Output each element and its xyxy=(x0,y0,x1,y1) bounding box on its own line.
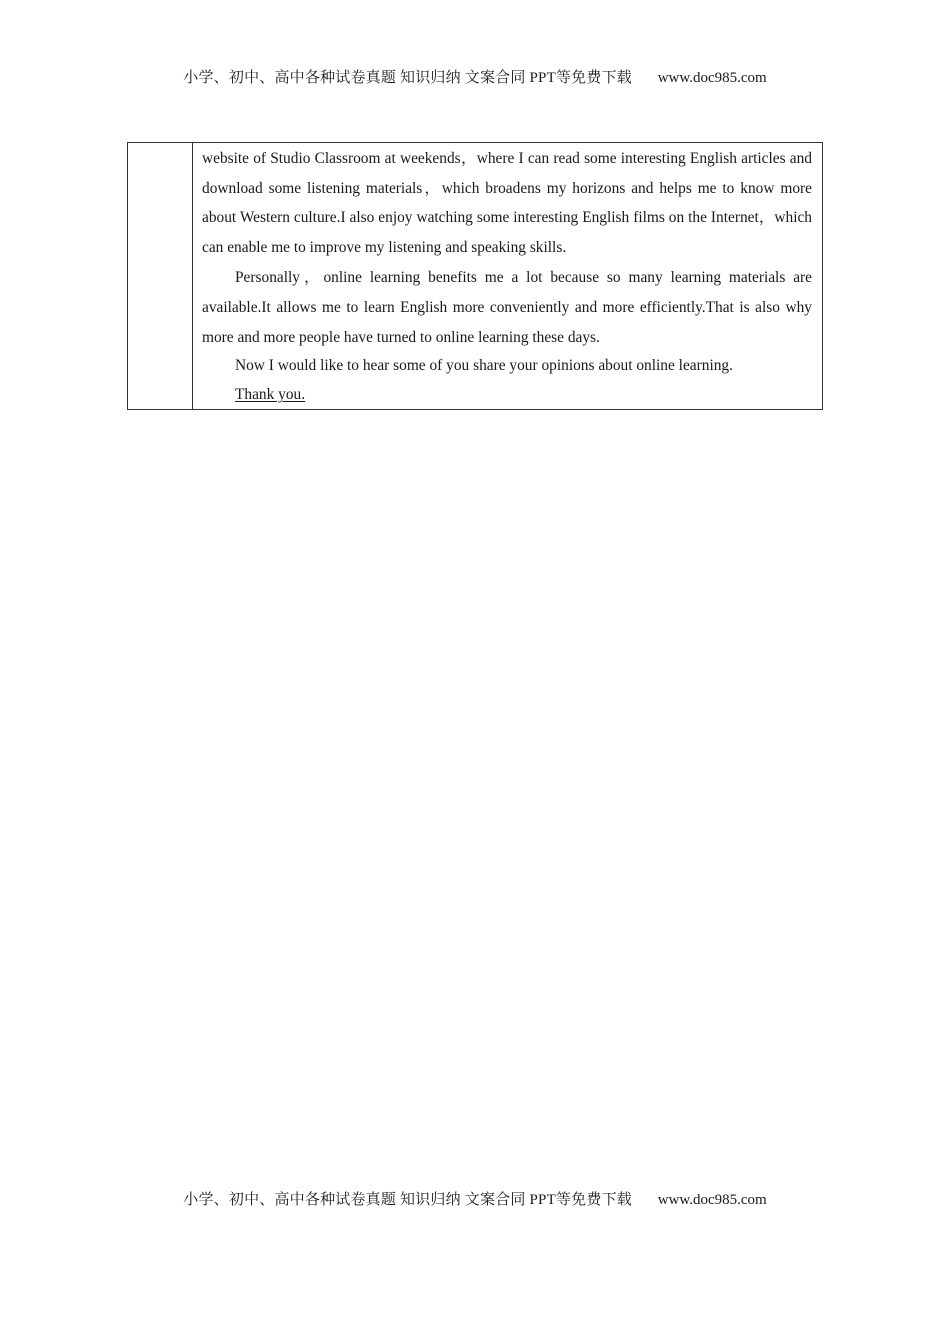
paragraph-3: Now I would like to hear some of you share your opinions about online learning. xyxy=(235,357,733,375)
page-footer xyxy=(0,1190,950,1210)
page-header xyxy=(0,68,950,88)
text-cell xyxy=(193,143,823,410)
table-row xyxy=(128,143,823,410)
content-table xyxy=(127,142,823,410)
header-url: www.doc985.com xyxy=(657,70,767,86)
footer-text: 小学、初中、高中各种试卷真题 知识归纳 文案合同 PPT等免费下载 xyxy=(183,1192,632,1208)
footer-url: www.doc985.com xyxy=(657,1192,767,1208)
paragraph-1: website of Studio Classroom at weekends，where I can read some interesting English articles and download some listening materials，which broadens my horizons and helps me to know more about Western culture.I also enjoy watching some interesting English films on the Internet，which can enable me to improve my listening and speaking skills. xyxy=(202,150,812,256)
left-cell xyxy=(128,143,193,410)
closing-text: Thank you. xyxy=(235,386,306,404)
paragraph-2: Personally，online learning benefits me a lot because so many learning materials are available.It allows me to learn English more conveniently and more efficiently.That is also why more and more people have turned to online learning these days. xyxy=(202,269,812,346)
header-text: 小学、初中、高中各种试卷真题 知识归纳 文案合同 PPT等免费下载 xyxy=(183,70,632,86)
closing-line xyxy=(202,380,812,409)
